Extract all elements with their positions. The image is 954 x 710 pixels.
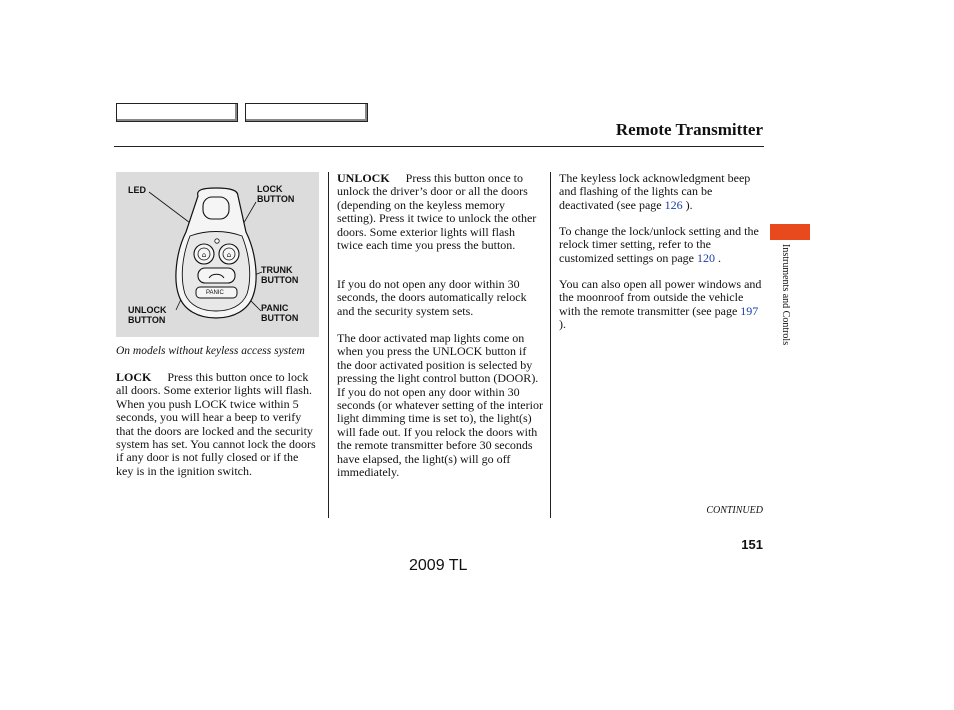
page-ref-197[interactable]: 197 xyxy=(740,303,759,318)
unlock-text: Press this button once to unlock the driver’s door or all the doors (depending on the keyless memory setting). Press it twice to unlock the other doors. Some exterior lights will flash twice each time you press the button. xyxy=(337,171,537,253)
relock-text: If you do not open any door within 30 seconds, the doors automatically relock and the security system sets. xyxy=(337,277,527,318)
label-trunk-line2: BUTTON xyxy=(261,275,299,285)
label-unlock-line2: BUTTON xyxy=(128,315,166,325)
lock-description xyxy=(116,371,316,478)
ack-text: The keyless lock acknowledgment beep and flashing of the lights can be deactivated (see page xyxy=(559,171,751,212)
panic-key-text: PANIC xyxy=(206,290,224,296)
page-ref-120[interactable]: 120 xyxy=(696,250,715,265)
label-lock-button xyxy=(257,184,294,204)
label-lock-line2: BUTTON xyxy=(257,194,295,204)
page-ref-126[interactable]: 126 xyxy=(664,197,683,212)
nav-button-1[interactable] xyxy=(116,103,238,122)
section-label: Instruments and Controls xyxy=(780,244,791,346)
label-panic-line1: PANIC xyxy=(261,303,289,313)
settings-text: To change the lock/unlock setting and the relock timer setting, refer to the customized settings on page xyxy=(559,224,759,265)
unlock-lead: UNLOCK xyxy=(337,171,390,185)
section-tab xyxy=(770,224,810,240)
label-unlock-line1: UNLOCK xyxy=(128,305,167,315)
map-lights-text: The door activated map lights come on when you press the UNLOCK button if the door activated position is selected by pressing the light control button (DOOR). If you do not open any door within 30 seconds (or whatever setting of the interior light dimming time is set to), the light(s) will fade out. If you relock the doors with the remote transmitter before 30 seconds have elapsed, the light(s) will go off immediately. xyxy=(337,331,543,480)
windows-text: You can also open all power windows and the moonroof from outside the vehicle with the remote transmitter (see page xyxy=(559,277,762,318)
label-panic-button xyxy=(261,303,298,323)
figure-caption: On models without keyless access system xyxy=(116,345,305,357)
settings-text-end: . xyxy=(714,250,721,265)
label-lock-line1: LOCK xyxy=(257,184,283,194)
page-title: Remote Transmitter xyxy=(615,120,763,139)
model-label: 2009 TL xyxy=(409,557,468,574)
label-led: LED xyxy=(128,185,146,195)
column-divider xyxy=(550,172,551,518)
svg-text:⌂: ⌂ xyxy=(201,251,207,259)
map-lights-paragraph xyxy=(337,332,543,479)
windows-text-end: ). xyxy=(559,317,566,332)
title-rule xyxy=(114,146,764,147)
label-unlock-button xyxy=(128,305,167,325)
page-number: 151 xyxy=(741,537,763,552)
ack-text-end: ). xyxy=(682,197,693,212)
remote-transmitter-figure xyxy=(116,172,319,337)
relock-paragraph xyxy=(337,278,543,318)
acknowledgment-paragraph xyxy=(559,172,759,212)
column-divider xyxy=(328,172,329,518)
settings-paragraph xyxy=(559,225,764,265)
label-trunk-line1: TRUNK xyxy=(261,265,293,275)
lock-text: Press this button once to lock all doors. Some exterior lights will flash. When you push LOCK twice within 5 seconds, you will hear a beep to verify that the doors are locked and the security system has set. You cannot lock the doors if any door is not fully closed or if the key is in the ignition switch. xyxy=(116,370,316,478)
nav-button-2[interactable] xyxy=(245,103,368,122)
svg-text:⌂: ⌂ xyxy=(226,251,232,259)
label-panic-line2: BUTTON xyxy=(261,313,299,323)
label-trunk-button xyxy=(261,265,298,285)
windows-paragraph xyxy=(559,278,764,332)
unlock-description xyxy=(337,172,543,252)
lock-lead: LOCK xyxy=(116,370,152,384)
continued-note: CONTINUED xyxy=(706,505,763,516)
